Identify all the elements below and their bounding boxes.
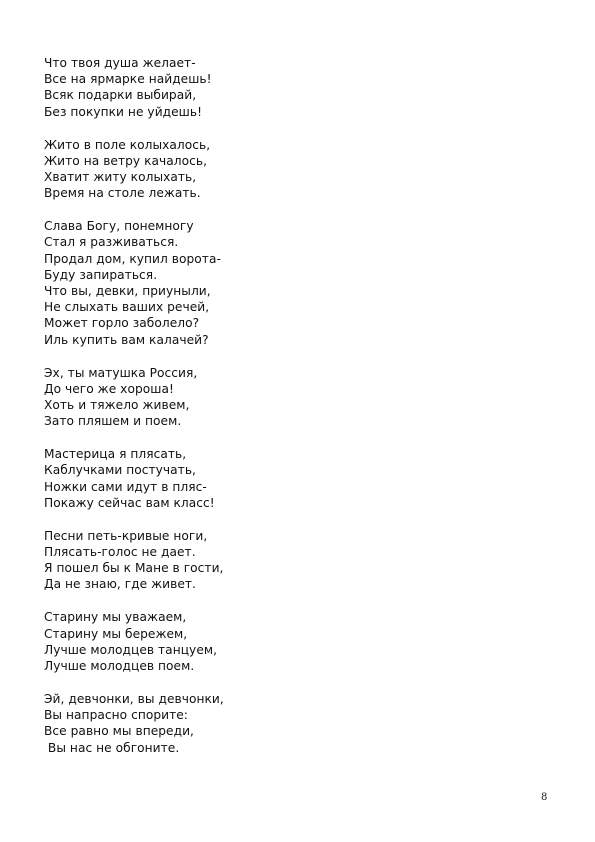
poem-line: Хоть и тяжело живем, (44, 398, 190, 413)
poem-line: Все равно мы впереди, (44, 724, 194, 739)
poem-line: Жито на ветру качалось, (44, 153, 208, 168)
stanza-7 (44, 609, 524, 674)
stanza-3 (44, 218, 524, 348)
poem-line: Вы напрасно спорите: (44, 708, 188, 723)
poem-line: Старину мы уважаем, (44, 610, 187, 625)
poem-line: Что вы, девки, приуныли, (44, 284, 211, 299)
poem-line: Ножки сами идут в пляс- (44, 479, 207, 494)
poem-line: Лучше молодцев танцуем, (44, 642, 218, 657)
poem-line: Мастерица я плясать, (44, 447, 187, 462)
poem (44, 55, 524, 773)
poem-line: До чего же хороша! (44, 381, 174, 396)
poem-line: Без покупки не уйдешь! (44, 104, 203, 119)
poem-line: Слава Богу, понемногу (44, 219, 194, 234)
poem-line: Эй, девчонки, вы девчонки, (44, 692, 224, 707)
poem-line: Лучше молодцев поем. (44, 659, 195, 674)
poem-line: Время на столе лежать. (44, 186, 201, 201)
poem-line: Покажу сейчас вам класс! (44, 495, 215, 510)
poem-line: Продал дом, купил ворота- (44, 251, 221, 266)
page-number: 8 (541, 792, 548, 803)
poem-line: Да не знаю, где живет. (44, 577, 196, 592)
stanza-4 (44, 365, 524, 430)
poem-line: Плясать-голос не дает. (44, 545, 196, 560)
poem-line: Не слыхать ваших речей, (44, 300, 210, 315)
poem-line: Что твоя душа желает- (44, 56, 196, 70)
poem-line: Песни петь-кривые ноги, (44, 528, 208, 543)
poem-line: Старину мы бережем, (44, 626, 188, 641)
poem-line: Каблучками постучать, (44, 463, 196, 478)
stanza-8 (44, 691, 524, 756)
poem-line: Эх, ты матушка Россия, (44, 365, 198, 380)
stanza-6 (44, 528, 524, 593)
poem-line: Стал я разживаться. (44, 235, 179, 250)
poem-line: Может горло заболело? (44, 316, 200, 331)
poem-line: Я пошел бы к Мане в гости, (44, 561, 224, 576)
poem-line: Хватит житу колыхать, (44, 170, 197, 185)
stanza-5 (44, 446, 524, 511)
poem-line: Все на ярмарке найдешь! (44, 72, 212, 87)
poem-line: Всяк подарки выбирай, (44, 88, 197, 103)
poem-line: Жито в поле колыхалось, (44, 137, 211, 152)
poem-line: Зато пляшем и поем. (44, 414, 182, 429)
poem-line: Буду запираться. (44, 267, 158, 282)
poem-line: Вы нас не обгоните. (44, 740, 180, 755)
stanza-2 (44, 137, 524, 202)
stanza-1 (44, 55, 524, 120)
poem-line: Иль купить вам калачей? (44, 332, 209, 347)
